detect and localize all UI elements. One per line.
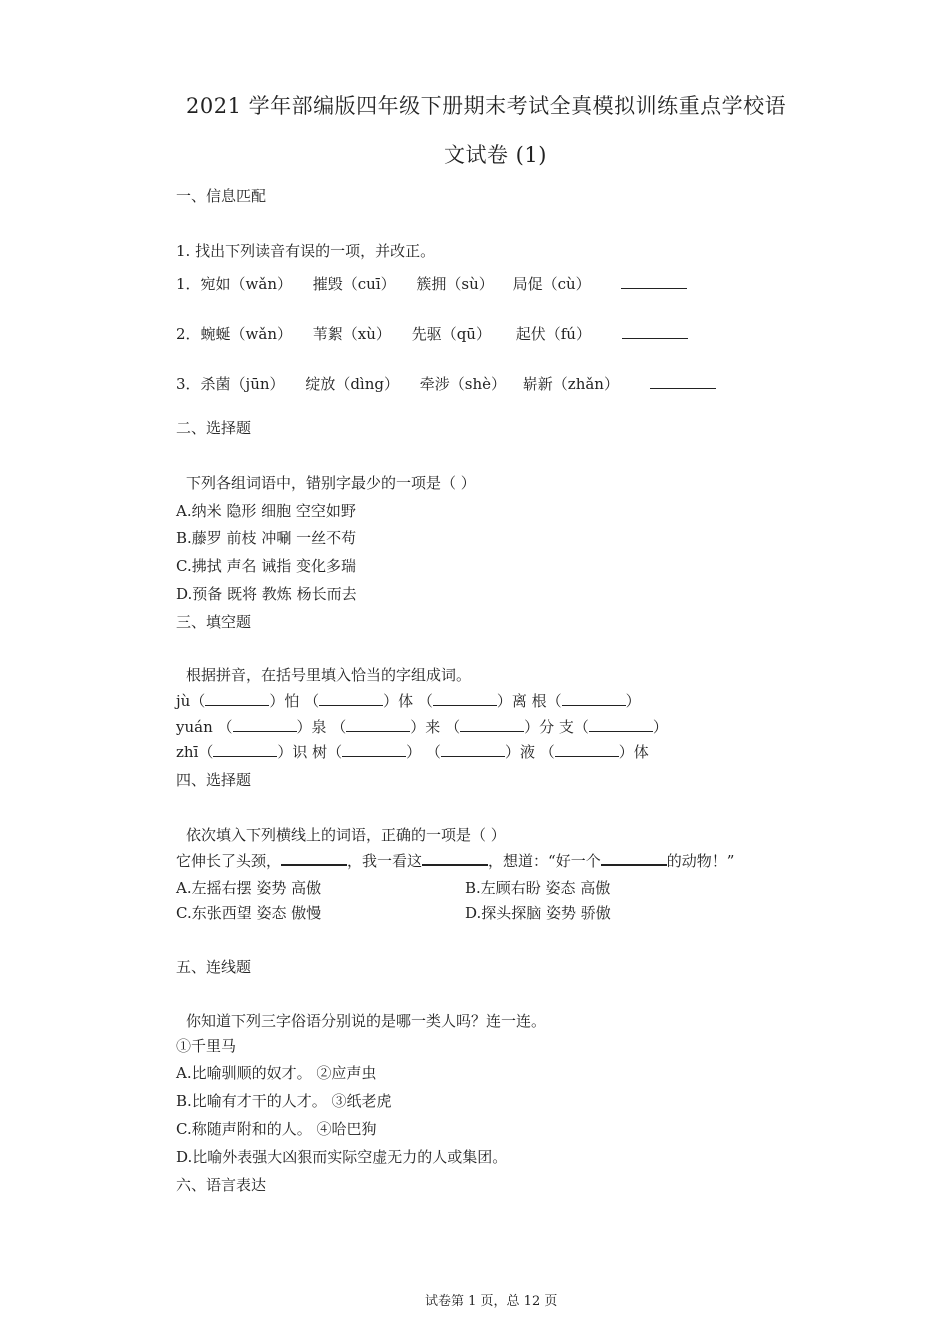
q1-row-1 bbox=[176, 273, 687, 294]
q3-text: ）体 bbox=[618, 743, 649, 761]
q4-option-b[interactable]: B.左顾右盼 姿态 高傲 bbox=[465, 879, 611, 897]
section-heading-5: 五、连线题 bbox=[176, 958, 252, 976]
q3-text: zhī（ bbox=[176, 743, 214, 761]
section-heading-6: 六、语言表达 bbox=[176, 1176, 267, 1194]
section-heading-4: 四、选择题 bbox=[176, 771, 252, 789]
q1-row3-item: 绽放（dìng） bbox=[305, 375, 399, 393]
q4-option-c[interactable]: C.东张西望 姿态 傲慢 bbox=[176, 904, 322, 922]
page-footer: 试卷第 1 页，总 12 页 bbox=[425, 1294, 558, 1309]
q5-line: B.比喻有才干的人才。 ③纸老虎 bbox=[176, 1092, 392, 1110]
q1-row2-item: 2．蜿蜒（wǎn） bbox=[176, 325, 292, 343]
q4-option-a[interactable]: A.左摇右摆 姿势 高傲 bbox=[176, 879, 322, 897]
q1-row-2 bbox=[176, 323, 688, 344]
q2-option-b[interactable]: B.藤罗 前枝 冲唰 一丝不苟 bbox=[176, 529, 357, 547]
answer-blank[interactable] bbox=[233, 717, 297, 732]
q5-line: D.比喻外表强大凶狠而实际空虚无力的人或集团。 bbox=[176, 1148, 508, 1166]
q3-text: ）来 （ bbox=[410, 718, 461, 736]
q3-text: ） bbox=[652, 718, 668, 736]
answer-blank[interactable] bbox=[460, 717, 524, 732]
q1-row2-item: 先驱（qū） bbox=[411, 325, 491, 343]
q1-row3-item: 崭新（zhǎn） bbox=[522, 375, 619, 393]
answer-blank[interactable] bbox=[205, 691, 269, 706]
q3-text: ）离 根（ bbox=[496, 692, 562, 710]
paper-title-line2: 文试卷 (1) bbox=[444, 143, 547, 167]
answer-blank[interactable] bbox=[281, 850, 347, 866]
q4-text: 的动物！” bbox=[666, 852, 735, 870]
q1-row1-item: 摧毁（cuī） bbox=[312, 275, 396, 293]
q3-row-zhi bbox=[176, 741, 649, 762]
q3-text: ）液 （ bbox=[504, 743, 555, 761]
answer-blank[interactable] bbox=[621, 274, 687, 289]
q1-row2-item: 起伏（fú） bbox=[515, 325, 591, 343]
q2-stem: 下列各组词语中，错别字最少的一项是（ ） bbox=[186, 474, 476, 492]
q3-text: ）体 （ bbox=[383, 692, 433, 710]
q3-stem: 根据拼音，在括号里填入恰当的字组成词。 bbox=[186, 666, 472, 684]
answer-blank[interactable] bbox=[346, 717, 410, 732]
q3-text: ）泉 （ bbox=[296, 718, 347, 736]
q1-row1-item: 簇拥（sù） bbox=[416, 275, 494, 293]
answer-blank[interactable] bbox=[650, 374, 716, 389]
paper-title-line1: 2021 学年部编版四年级下册期末考试全真模拟训练重点学校语 bbox=[186, 94, 787, 118]
section-heading-1: 一、信息匹配 bbox=[176, 187, 267, 205]
q5-stem: 你知道下列三字俗语分别说的是哪一类人吗？连一连。 bbox=[186, 1012, 547, 1030]
q4-text: ，我一看这 bbox=[347, 852, 423, 870]
q2-option-c[interactable]: C.拂拭 声名 诫指 变化多瑞 bbox=[176, 557, 357, 575]
q4-sentence bbox=[176, 850, 734, 871]
q3-text: ） bbox=[625, 692, 641, 710]
q3-row-yuan bbox=[176, 716, 668, 737]
answer-blank[interactable] bbox=[555, 742, 619, 757]
q3-text: yuán （ bbox=[176, 718, 233, 736]
q4-text: 它伸长了头颈， bbox=[176, 852, 282, 870]
answer-blank[interactable] bbox=[319, 691, 383, 706]
q1-row-3 bbox=[176, 373, 716, 394]
answer-blank[interactable] bbox=[589, 717, 653, 732]
q5-line: A.比喻驯顺的奴才。 ②应声虫 bbox=[176, 1064, 377, 1082]
q1-row1-item: 局促（cù） bbox=[512, 275, 591, 293]
answer-blank[interactable] bbox=[422, 850, 488, 866]
section-heading-2: 二、选择题 bbox=[176, 419, 252, 437]
q3-text: ）怕 （ bbox=[269, 692, 320, 710]
q1-row3-item: 3．杀菌（jūn） bbox=[176, 375, 285, 393]
q1-row1-item: 1．宛如（wǎn） bbox=[176, 275, 292, 293]
q2-option-a[interactable]: A.纳米 隐形 细胞 空空如野 bbox=[176, 502, 356, 520]
answer-blank[interactable] bbox=[562, 691, 626, 706]
q1-row2-item: 苇絮（xù） bbox=[312, 325, 391, 343]
q3-text: ）分 支（ bbox=[524, 718, 589, 736]
q5-line: C.称随声附和的人。 ④哈巴狗 bbox=[176, 1120, 377, 1138]
q2-option-d[interactable]: D.预备 既将 教炼 杨长而去 bbox=[176, 585, 357, 603]
q5-line: ①千里马 bbox=[176, 1037, 237, 1055]
q3-row-ju bbox=[176, 690, 641, 711]
answer-blank[interactable] bbox=[441, 742, 505, 757]
q1-row3-item: 牵涉（shè） bbox=[419, 375, 507, 393]
section-heading-3: 三、填空题 bbox=[176, 613, 252, 631]
answer-blank[interactable] bbox=[622, 324, 688, 339]
q4-stem: 依次填入下列横线上的词语，正确的一项是（ ） bbox=[186, 826, 506, 844]
q4-text: ，想道：“好一个 bbox=[488, 852, 601, 870]
answer-blank[interactable] bbox=[213, 742, 277, 757]
q3-text: ） （ bbox=[406, 743, 441, 761]
q3-text: ）识 树（ bbox=[277, 743, 343, 761]
q1-stem: 1. 找出下列读音有误的一项，并改正。 bbox=[176, 242, 436, 260]
q4-option-d[interactable]: D.探头探脑 姿势 骄傲 bbox=[465, 904, 611, 922]
answer-blank[interactable] bbox=[601, 850, 667, 866]
answer-blank[interactable] bbox=[342, 742, 406, 757]
q3-text: jù（ bbox=[176, 692, 206, 710]
answer-blank[interactable] bbox=[433, 691, 497, 706]
